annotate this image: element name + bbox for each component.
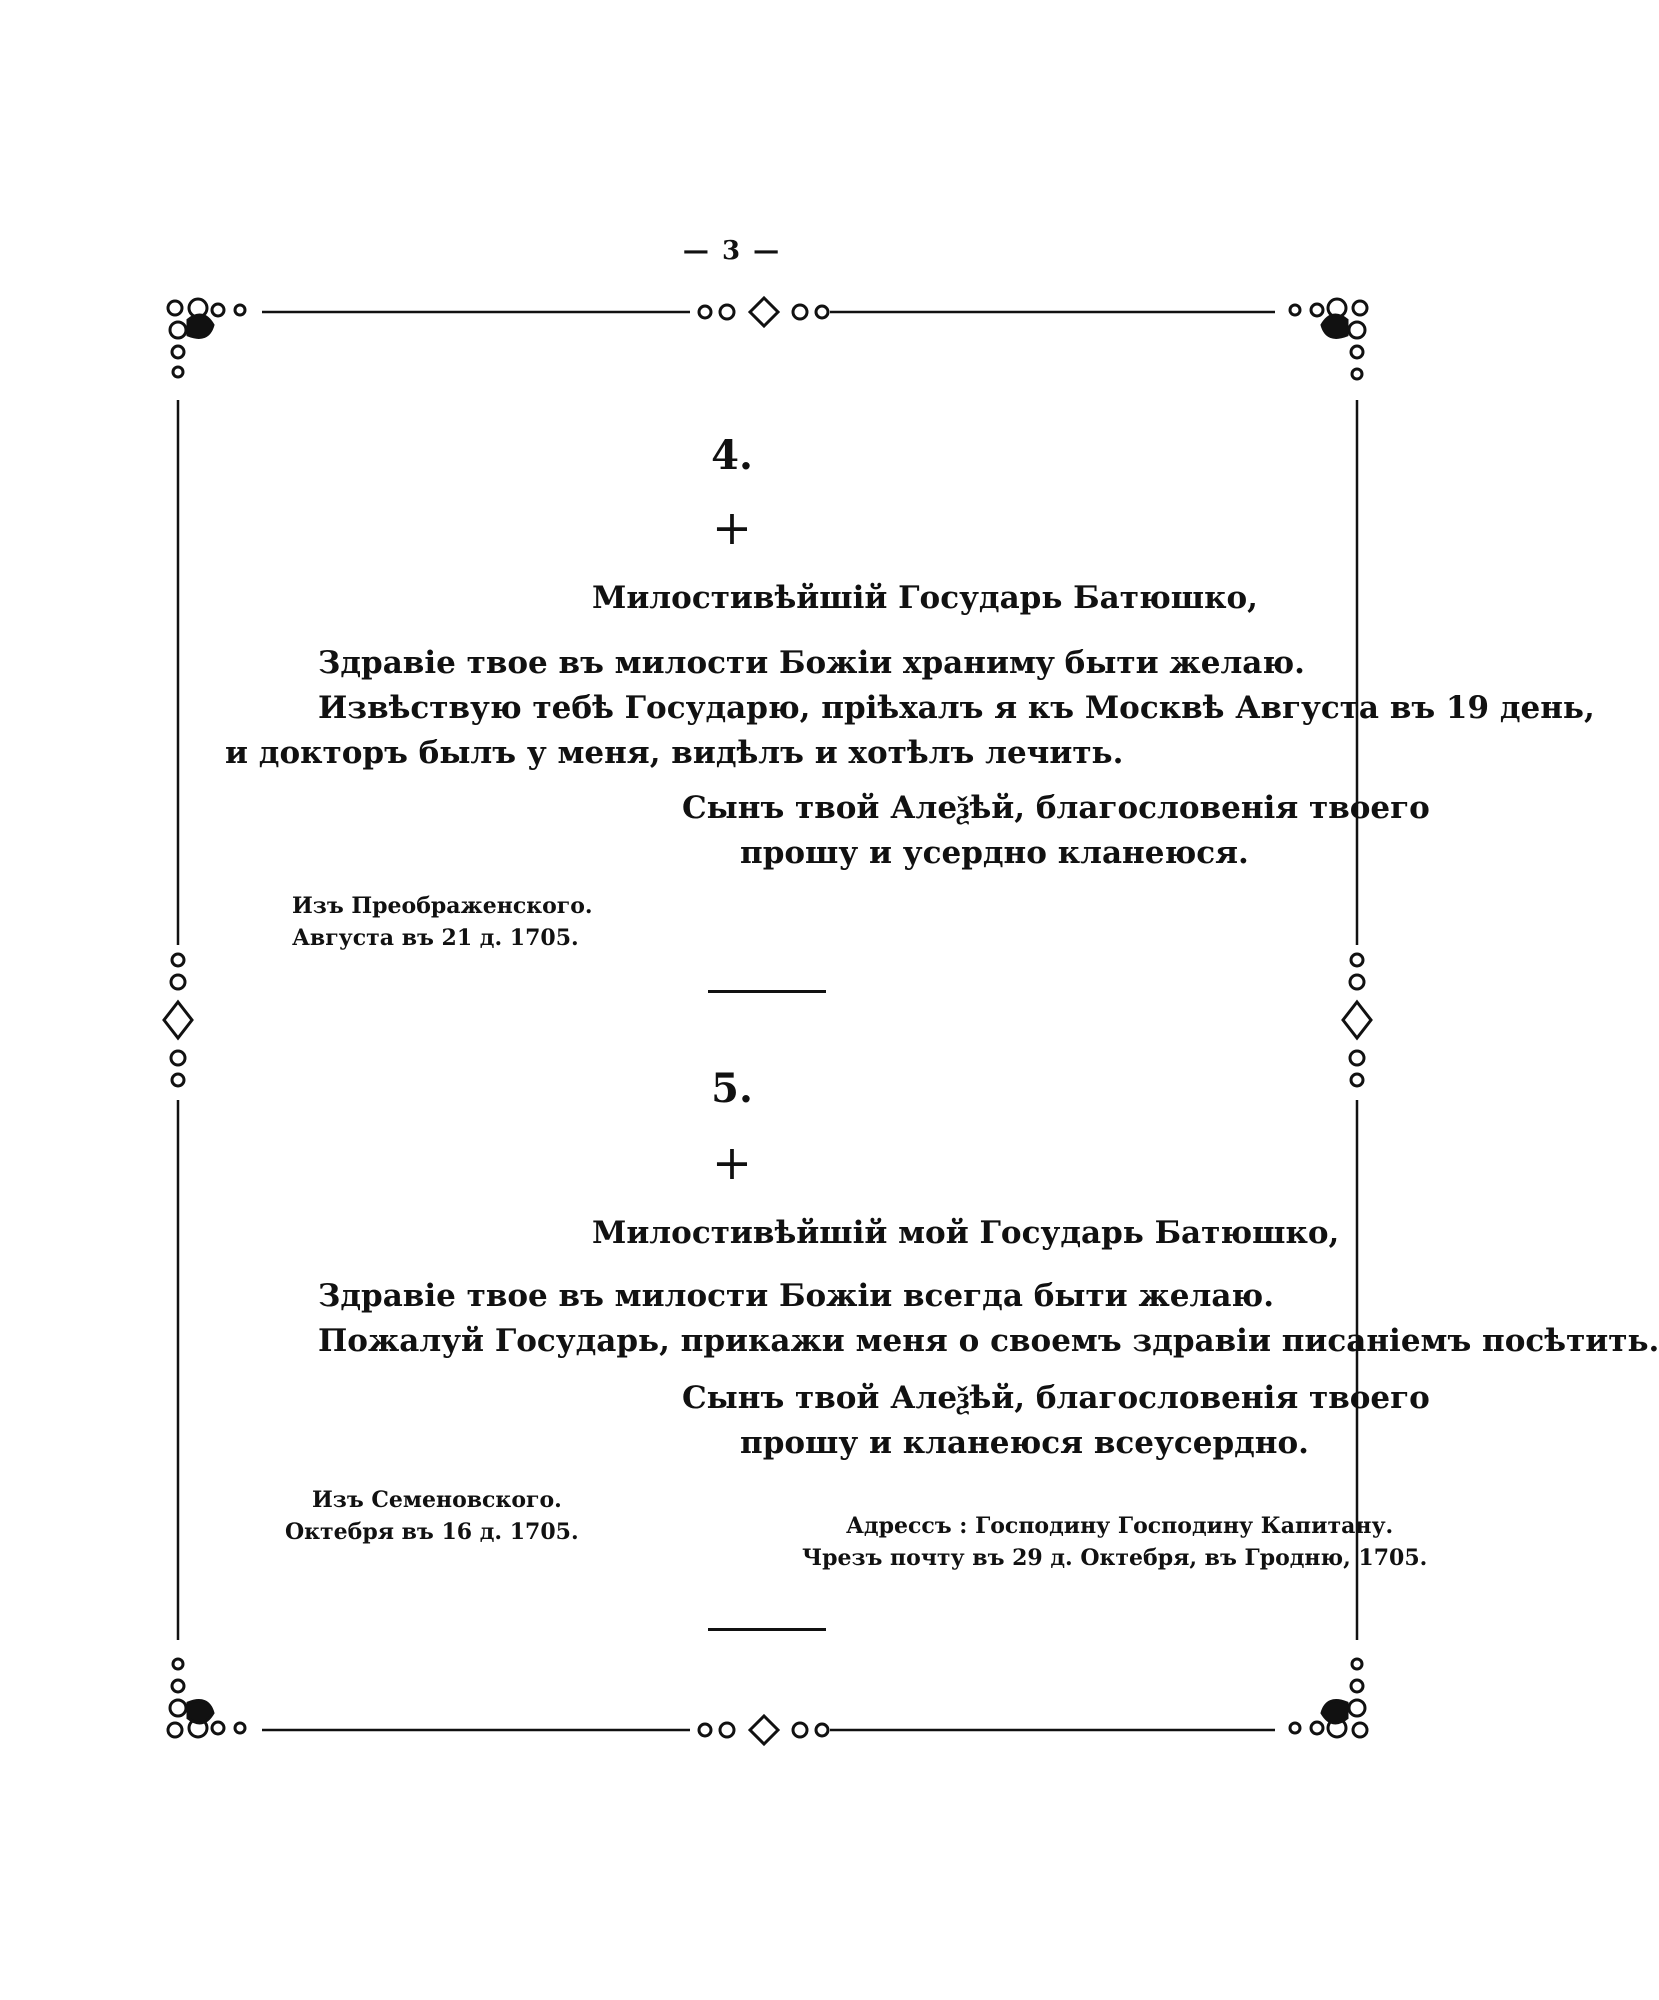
salutation: Милостивѣйшій Государь Батюшко, (592, 580, 1258, 616)
corner-ornament-bottom-right (1290, 1659, 1367, 1737)
letter-number: 5. (711, 1065, 753, 1112)
signature-line: Сынъ твой Алеѯѣй, благословенія твоего (682, 1380, 1430, 1416)
body-line: Здравіе твое въ милости Божіи всегда быти желаю. (318, 1278, 1274, 1314)
page-number: — 3 — (682, 236, 782, 266)
salutation: Милостивѣйшій мой Государь Батюшко, (592, 1215, 1340, 1251)
address-line: Чрезъ почту въ 29 д. Октебря, въ Гродню, 1705. (802, 1545, 1428, 1571)
signature-line: прошу и кланеюся всеусердно. (740, 1425, 1309, 1461)
mid-ornament-bottom (699, 1716, 828, 1744)
corner-ornament-bottom-left (168, 1659, 245, 1737)
signature-line: прошу и усердно кланеюся. (740, 835, 1249, 871)
letter-number: 4. (711, 432, 753, 479)
address-line: Адрессъ : Господину Господину Капитану. (846, 1513, 1394, 1539)
date-line: Октебря въ 16 д. 1705. (285, 1519, 579, 1545)
section-divider (708, 990, 826, 993)
place-line: Изъ Семеновского. (312, 1487, 562, 1513)
body-line: Извѣствую тебѣ Государю, пріѣхалъ я къ Москвѣ Августа въ 19 день, (318, 690, 1595, 726)
date-line: Августа въ 21 д. 1705. (292, 925, 579, 951)
corner-ornament-top-right (1290, 299, 1367, 379)
mid-ornament-top (699, 298, 828, 326)
cross-symbol: + (711, 1135, 753, 1191)
signature-line: Сынъ твой Алеѯѣй, благословенія твоего (682, 790, 1430, 826)
section-divider (708, 1628, 826, 1631)
place-line: Изъ Преображенского. (292, 893, 593, 919)
corner-ornament-top-left (168, 299, 245, 377)
cross-symbol: + (711, 500, 753, 556)
body-line: Пожалуй Государь, прикажи меня о своемъ здравіи писаніемъ посѣтить. (318, 1323, 1659, 1359)
body-line: Здравіе твое въ милости Божіи хранимy быти желаю. (318, 645, 1305, 681)
body-line: и докторъ былъ у меня, видѣлъ и хотѣлъ лечить. (225, 735, 1124, 771)
